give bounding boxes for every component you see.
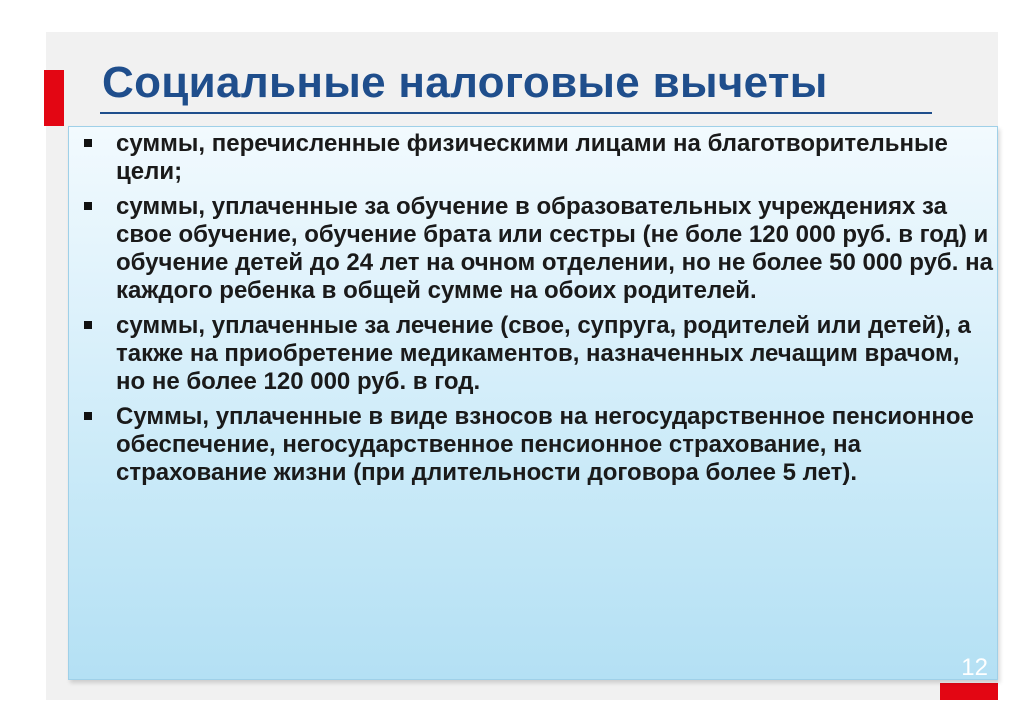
bullet-list — [84, 130, 994, 494]
bullet-text: суммы, уплаченные за лечение (свое, супруга, родителей или детей), а также на приобретение медикаментов, назначенных лечащим врачом, но не более 120 000 руб. в год. — [116, 312, 971, 395]
square-bullet-icon — [84, 321, 92, 329]
bullet-item — [84, 130, 994, 186]
bullet-item — [84, 193, 994, 305]
bullet-item — [84, 403, 994, 487]
square-bullet-icon — [84, 412, 92, 420]
square-bullet-icon — [84, 139, 92, 147]
accent-bar-bottom — [940, 683, 998, 700]
slide-title: Социальные налоговые вычеты — [102, 58, 828, 107]
bullet-text: Суммы, уплаченные в виде взносов на негосударственное пенсионное обеспечение, негосударственное пенсионное страхование, на страхование жизни (при длительности договора более 5 лет). — [116, 403, 974, 486]
page-number: 12 — [961, 654, 988, 681]
bullet-item — [84, 312, 994, 396]
square-bullet-icon — [84, 202, 92, 210]
bullet-text: суммы, перечисленные физическими лицами на благотворительные цели; — [116, 130, 948, 185]
title-underline — [100, 112, 932, 114]
accent-bar-left — [44, 70, 64, 126]
bullet-text: суммы, уплаченные за обучение в образовательных учреждениях за свое обучение, обучение брата или сестры (не боле 120 000 руб. в год) и обучение детей до 24 лет на очном отделении, но не более 50 000 руб. на каждого ребенка в общей сумме на обоих родителей. — [116, 193, 993, 304]
